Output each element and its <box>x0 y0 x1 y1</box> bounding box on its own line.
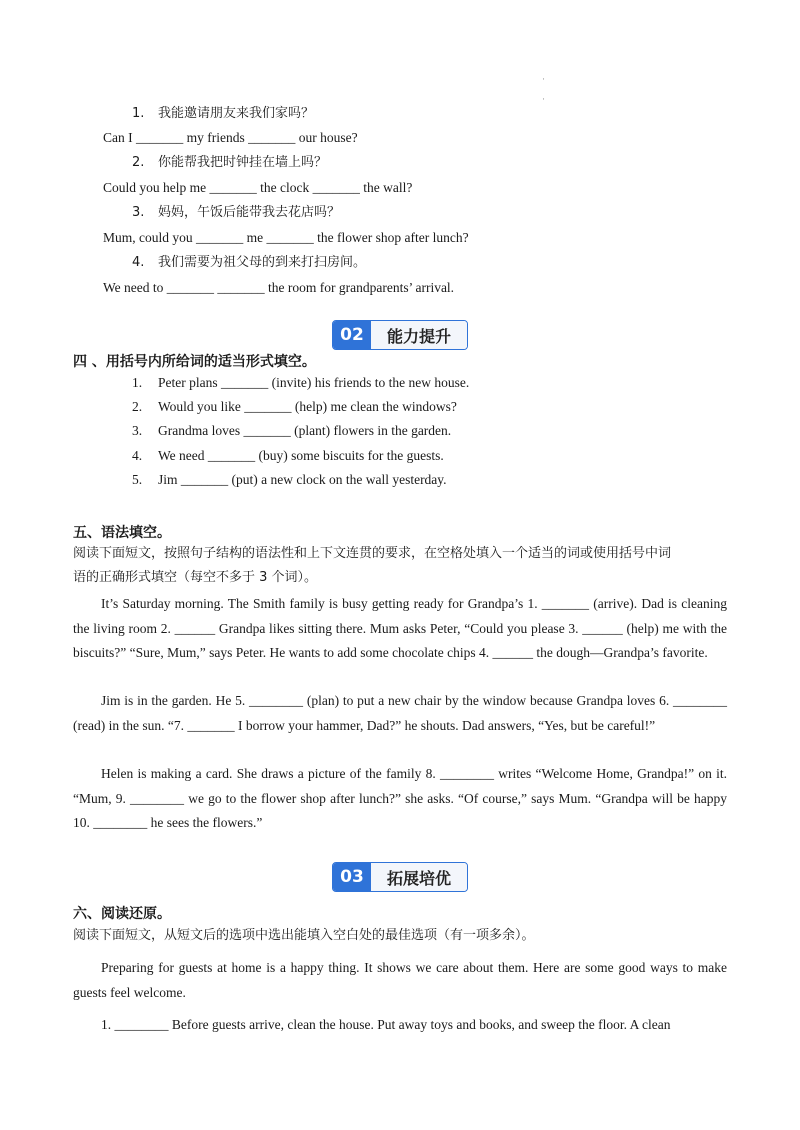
banner-title: 能力提升 <box>371 321 467 349</box>
q1-cn-text: 我能邀请朋友来我们家吗？ <box>158 106 315 121</box>
s4-item-text: We need _______ (buy) some biscuits for the guests. <box>158 448 444 463</box>
section5-paragraph-2: Jim is in the garden. He 5. ________ (plan) to put a new chair by the window because Grandpa loves 6. ________ (read) in the sun. “7. _______ I borrow your hammer, Dad?” he shouts. Dad answers, “Yes, but be careful!” <box>73 693 727 733</box>
q3-chinese <box>132 203 340 223</box>
banner-title: 拓展培优 <box>371 863 467 891</box>
s4-item <box>132 421 451 441</box>
q1-english: Can I _______ my friends _______ our house? <box>103 130 358 145</box>
s4-item-number: 5. <box>132 472 143 487</box>
section5-instructions-line2: 语的正确形式填空（每空不多于 3 个词）。 <box>73 570 318 585</box>
q4-chinese <box>132 253 366 273</box>
q3-number: 3. <box>132 205 145 220</box>
section4-heading: 四 、用括号内所给词的适当形式填空。 <box>73 354 316 370</box>
section5-paragraph-1: It’s Saturday morning. The Smith family is busy getting ready for Grandpa’s 1. _______ (arrive). Dad is cleaning the living room 2. ______ Grandpa likes sitting there. Mum asks Peter, “Could you please 3. ______ (help) me with the biscuits?” “Sure, Mum,” says Peter. He wants to add some chocolate chips 4. ______ the dough—Grandpa’s favorite. <box>73 596 727 660</box>
s4-item-text: Would you like _______ (help) me clean the windows? <box>158 399 457 414</box>
q2-english: Could you help me _______ the clock _______ the wall? <box>103 180 413 195</box>
section-banner-02 <box>332 320 468 350</box>
s4-item <box>132 446 444 466</box>
section5-instructions-line1: 阅读下面短文，按照句子结构的语法性和上下文连贯的要求，在空格处填入一个适当的词或使用括号中词 <box>73 546 672 561</box>
q1-chinese <box>132 104 314 124</box>
s4-item-number: 1. <box>132 375 143 390</box>
q4-number: 4. <box>132 255 145 270</box>
section-banner-03 <box>332 862 468 892</box>
s4-item-number: 3. <box>132 423 143 438</box>
q4-english: We need to _______ _______ the room for grandparents’ arrival. <box>103 280 455 295</box>
s4-item-text: Jim _______ (put) a new clock on the wall yesterday. <box>158 472 447 487</box>
section6-instructions: 阅读下面短文，从短文后的选项中选出能填入空白处的最佳选项（有一项多余）。 <box>73 928 535 943</box>
decorative-dots: · · <box>542 74 545 104</box>
section5-heading: 五、语法填空。 <box>73 525 171 541</box>
s4-item-text: Peter plans _______ (invite) his friends to the new house. <box>158 375 470 390</box>
s4-item-text: Grandma loves _______ (plant) flowers in the garden. <box>158 423 452 438</box>
q4-cn-text: 我们需要为祖父母的到来打扫房间。 <box>158 255 367 270</box>
s4-item <box>132 470 447 490</box>
q1-number: 1. <box>132 106 145 121</box>
q2-chinese <box>132 153 327 173</box>
s4-item <box>132 397 457 417</box>
s4-item-number: 4. <box>132 448 143 463</box>
section6-paragraph-2: 1. ________ Before guests arrive, clean the house. Put away toys and books, and sweep the floor. A clean <box>101 1017 671 1032</box>
section6-heading: 六、阅读还原。 <box>73 906 171 922</box>
q3-cn-text: 妈妈，午饭后能带我去花店吗？ <box>158 205 341 220</box>
banner-number: 03 <box>333 863 371 891</box>
q2-cn-text: 你能帮我把时钟挂在墙上吗？ <box>158 155 328 170</box>
q3-english: Mum, could you _______ me _______ the flower shop after lunch? <box>103 230 469 245</box>
section6-paragraph-1: Preparing for guests at home is a happy thing. It shows we care about them. Here are some good ways to make guests feel welcome. <box>73 960 727 1000</box>
banner-number: 02 <box>333 321 371 349</box>
s4-item <box>132 373 469 393</box>
section5-paragraph-3: Helen is making a card. She draws a picture of the family 8. ________ writes “Welcome Home, Grandpa!” on it. “Mum, 9. ________ we go to the flower shop after lunch?” she asks. “Of course,” says Mum. “Grandpa will be happy 10. ________ he sees the flowers.” <box>73 766 727 830</box>
q2-number: 2. <box>132 155 145 170</box>
s4-item-number: 2. <box>132 399 143 414</box>
